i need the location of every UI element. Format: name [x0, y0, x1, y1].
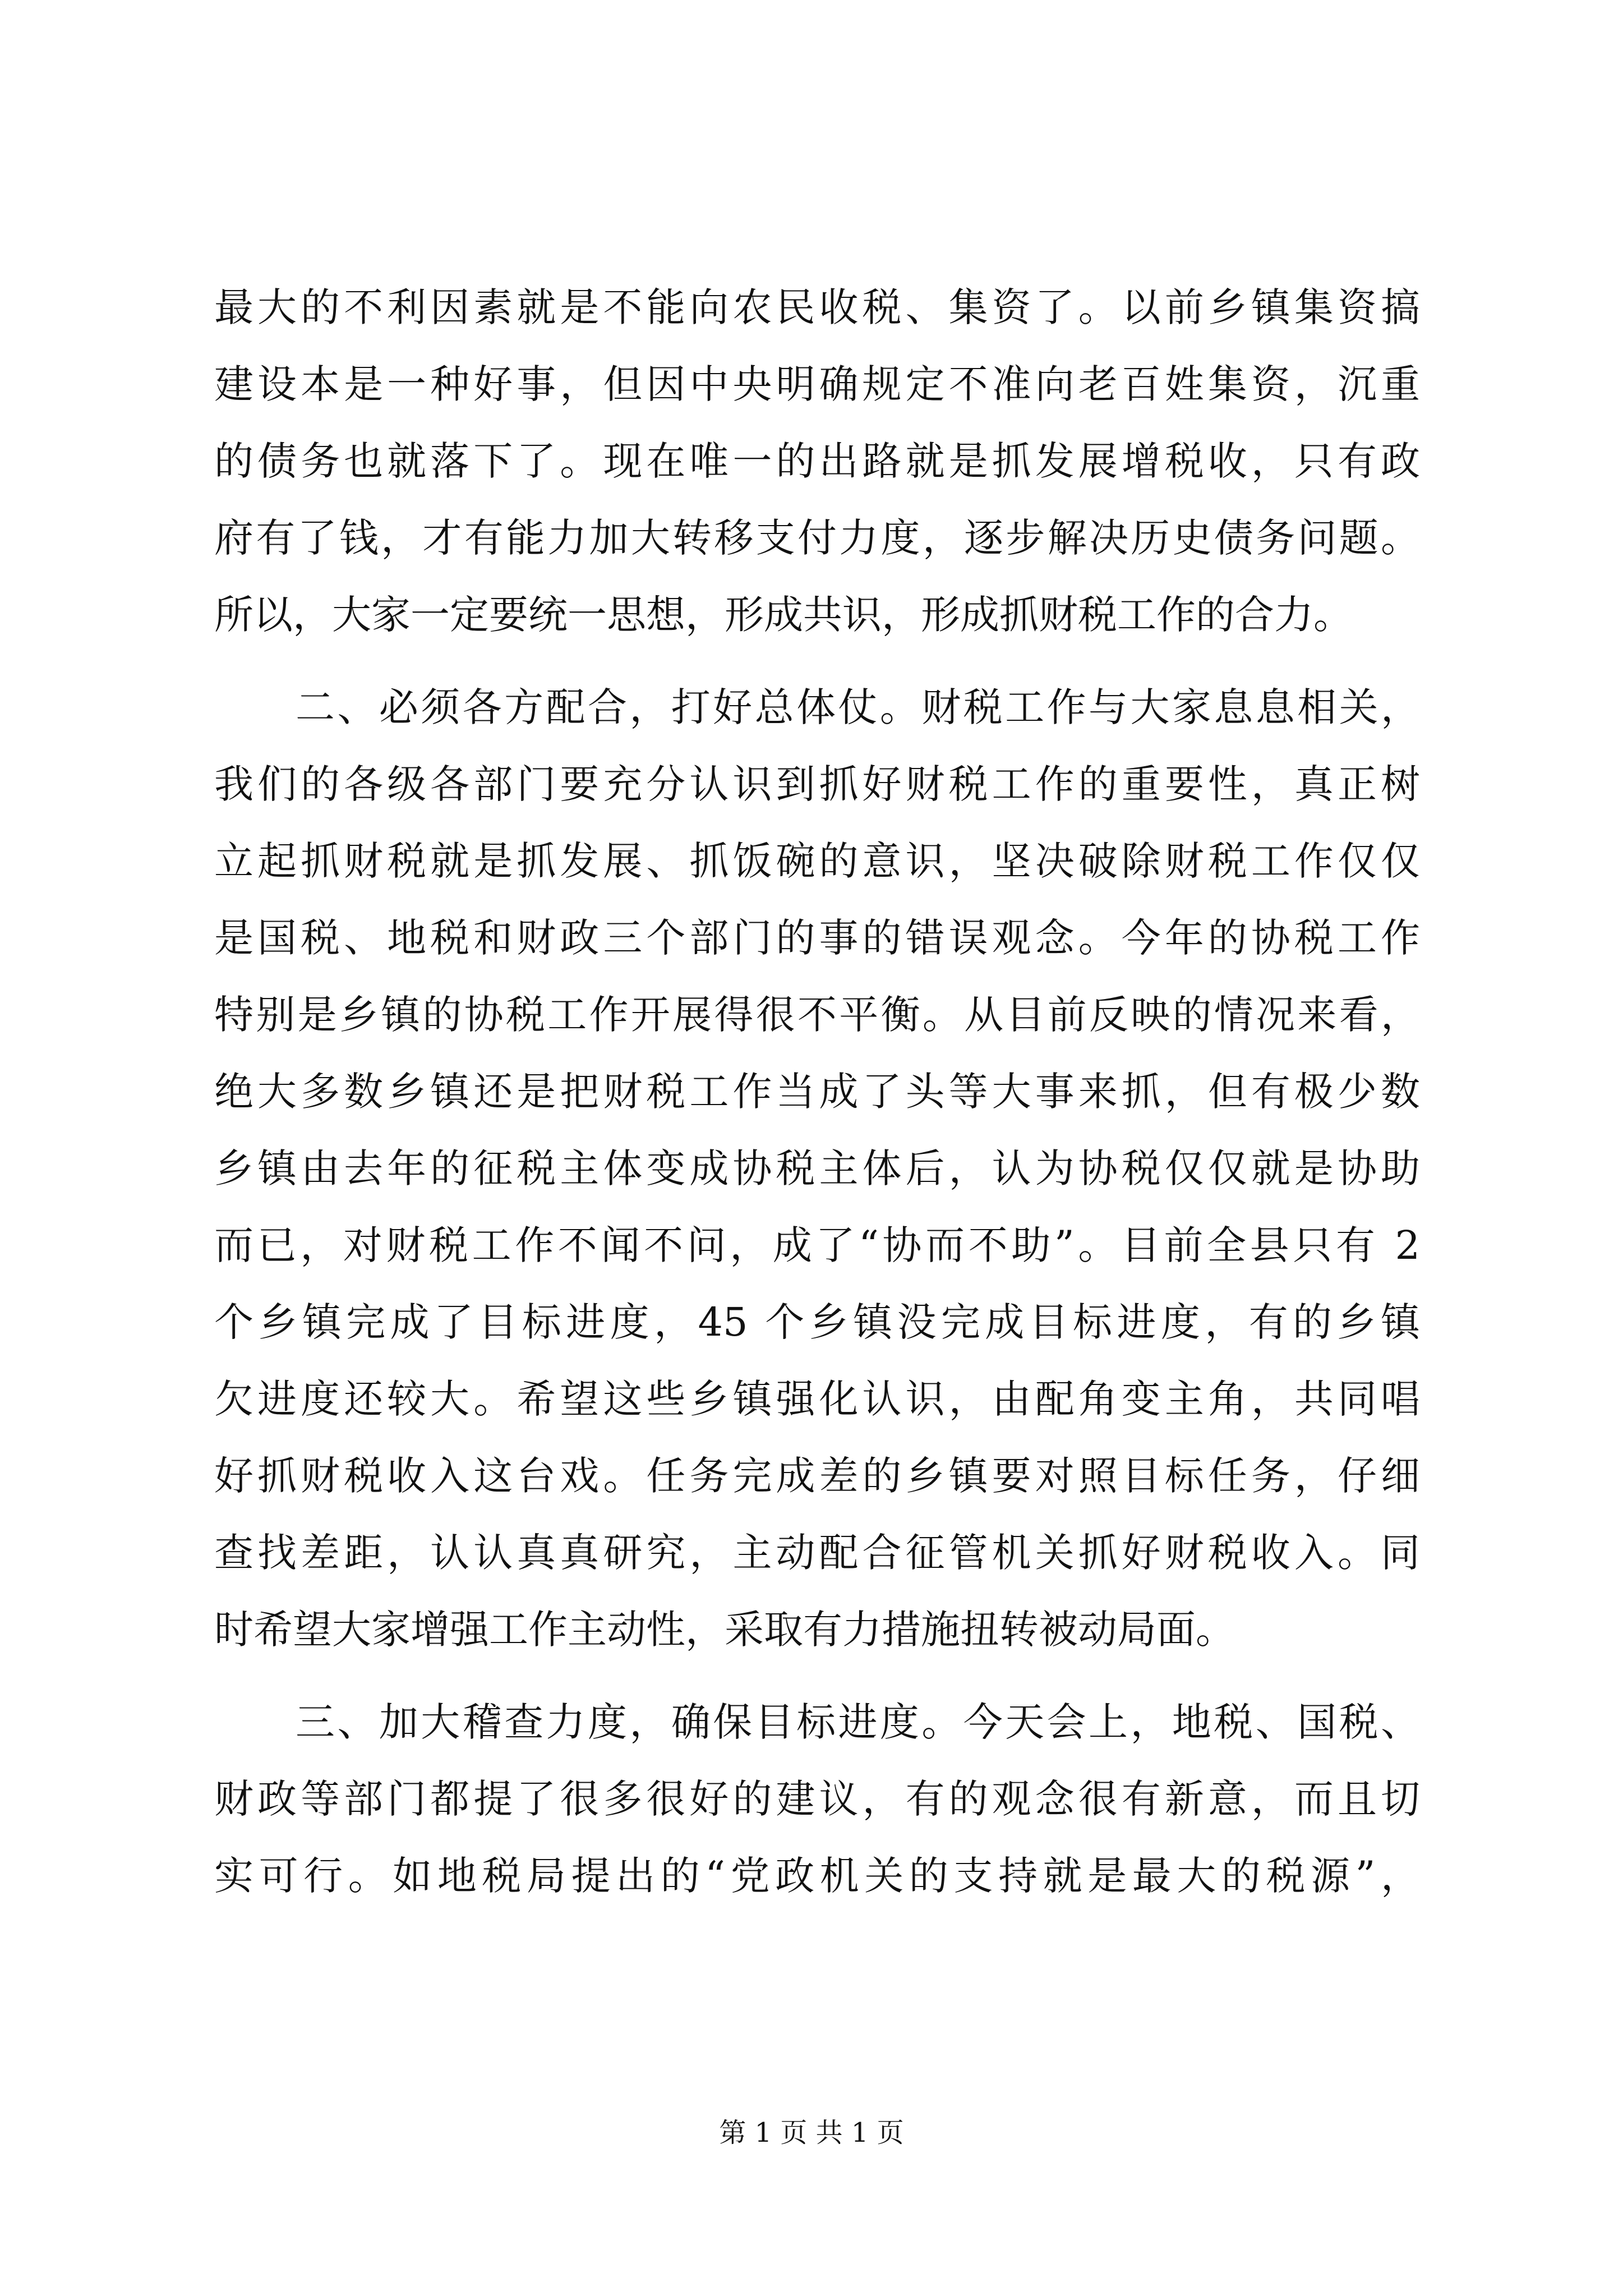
text-line: 所以，大家一定要统一思想，形成共识，形成抓财税工作的合力。 — [214, 592, 1353, 638]
document-body — [214, 269, 1420, 1915]
text-line: 建设本是一种好事，但因中央明确规定不准向老百姓集资，沉重 — [214, 361, 1420, 407]
text-line: 乡镇由去年的征税主体变成协税主体后，认为协税仅仅就是协助 — [214, 1145, 1420, 1191]
text-line: 财政等部门都提了很多很好的建议，有的观念很有新意，而且切 — [214, 1776, 1420, 1822]
text-line: 绝大多数乡镇还是把财税工作当成了头等大事来抓，但有极少数 — [214, 1069, 1420, 1115]
text-line: 而已，对财税工作不闻不问，成了“协而不助”。目前全县只有 2 — [214, 1222, 1420, 1268]
text-line: 府有了钱，才有能力加大转移支付力度，逐步解决历史债务问题。 — [214, 515, 1420, 561]
paragraph-1 — [214, 269, 1420, 654]
text-line: 三、加大稽查力度，确保目标进度。今天会上，地税、国税、 — [296, 1699, 1420, 1745]
page-number-footer: 第 1 页 共 1 页 — [719, 2117, 904, 2148]
text-line: 最大的不利因素就是不能向农民收税、集资了。以前乡镇集资搞 — [214, 284, 1420, 330]
text-line: 的债务也就落下了。现在唯一的出路就是抓发展增税收，只有政 — [214, 438, 1420, 484]
text-line: 立起抓财税就是抓发展、抓饭碗的意识，坚决破除财税工作仅仅 — [214, 838, 1420, 884]
text-line: 实可行。如地税局提出的“党政机关的支持就是最大的税源”， — [214, 1853, 1420, 1899]
text-line: 好抓财税收入这台戏。任务完成差的乡镇要对照目标任务，仔细 — [214, 1453, 1420, 1499]
text-line: 二、必须各方配合，打好总体仗。财税工作与大家息息相关， — [296, 684, 1420, 730]
text-line: 是国税、地税和财政三个部门的事的错误观念。今年的协税工作 — [214, 915, 1420, 961]
text-line: 查找差距，认认真真研究，主动配合征管机关抓好财税收入。同 — [214, 1530, 1420, 1576]
paragraph-3 — [214, 1684, 1420, 1915]
text-line: 个乡镇完成了目标进度，45 个乡镇没完成目标进度，有的乡镇 — [214, 1299, 1420, 1345]
text-line: 时希望大家增强工作主动性，采取有力措施扭转被动局面。 — [214, 1607, 1235, 1653]
text-line: 我们的各级各部门要充分认识到抓好财税工作的重要性，真正树 — [214, 761, 1420, 807]
paragraph-2 — [214, 669, 1420, 1668]
text-line: 欠进度还较大。希望这些乡镇强化认识，由配角变主角，共同唱 — [214, 1376, 1420, 1422]
text-line: 特别是乡镇的协税工作开展得很不平衡。从目前反映的情况来看， — [214, 992, 1420, 1038]
paragraph-spacer — [214, 654, 1420, 669]
paragraph-spacer — [214, 1668, 1420, 1684]
